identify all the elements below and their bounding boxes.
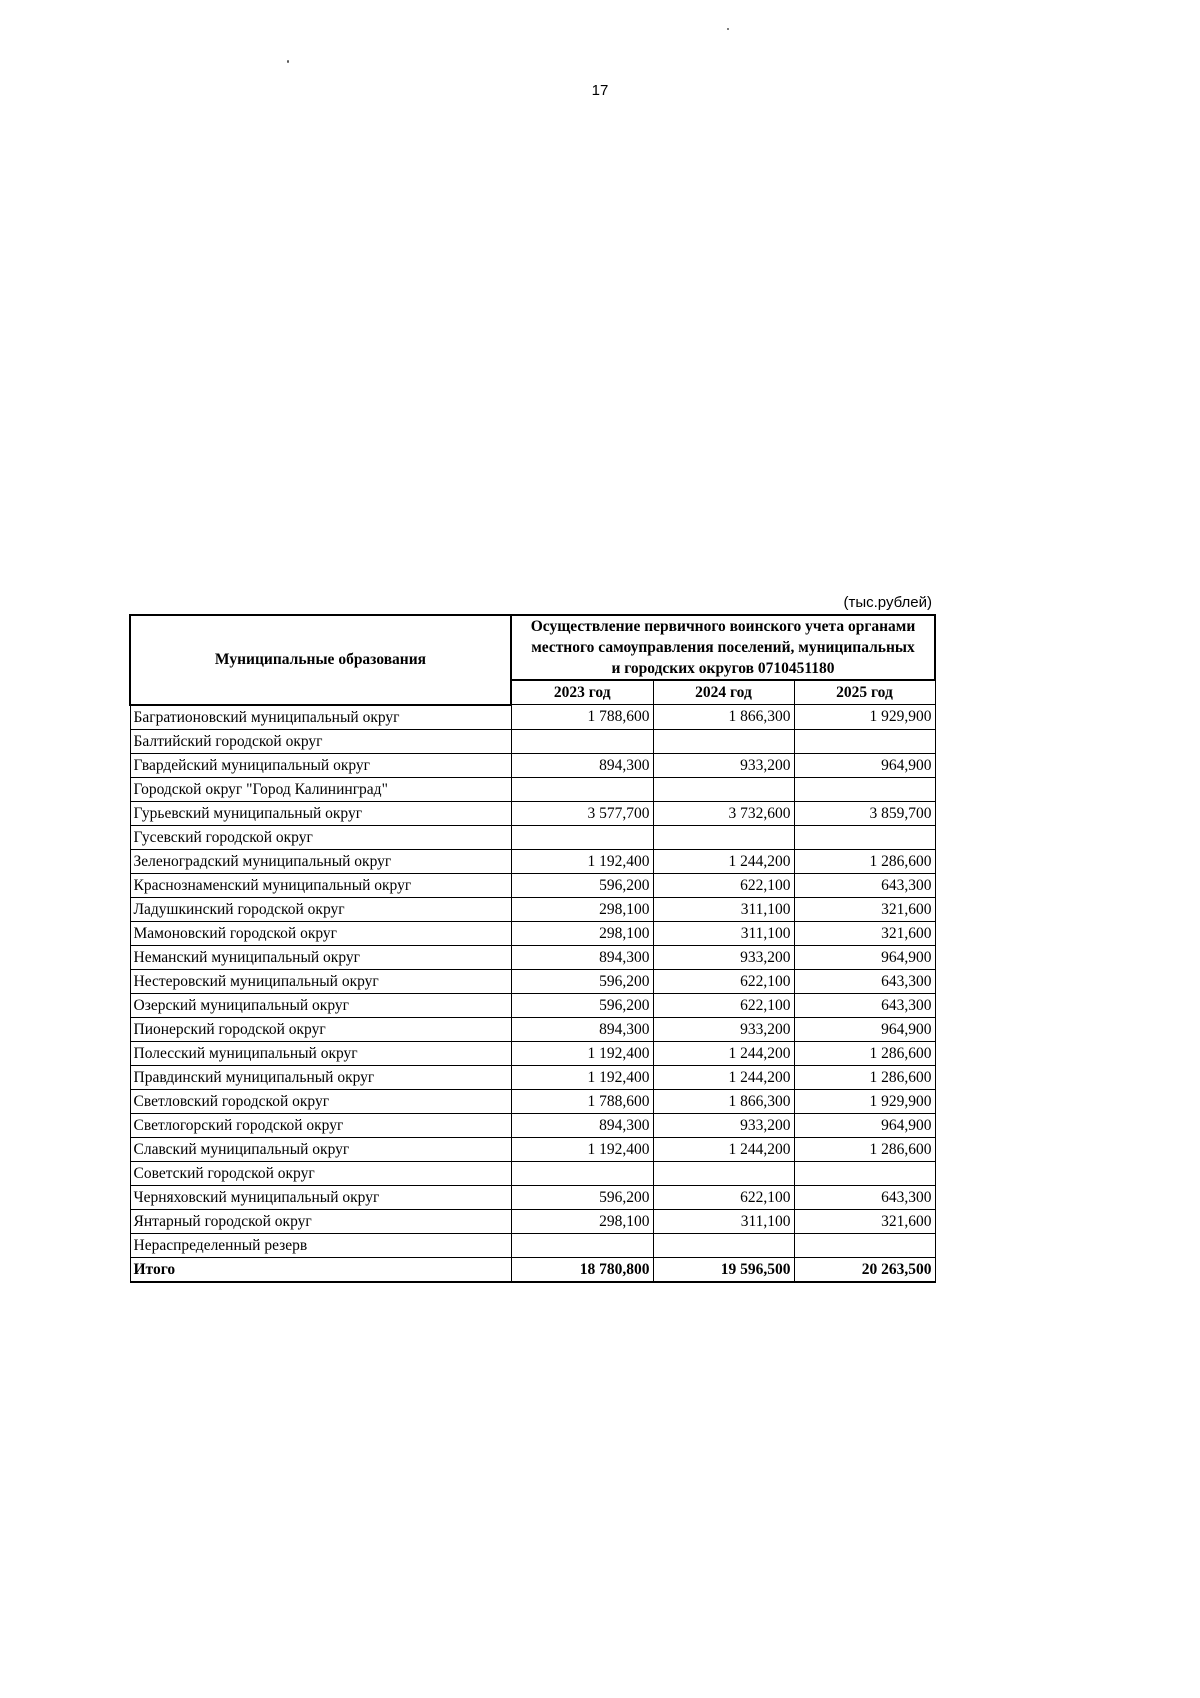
table-row xyxy=(130,849,935,873)
column-header-year: 2023 год xyxy=(511,680,653,705)
table-row xyxy=(130,1065,935,1089)
value-2025: 964,900 xyxy=(794,945,935,969)
municipality-name: Нераспределенный резерв xyxy=(130,1233,511,1257)
table-row xyxy=(130,945,935,969)
value-2023: 894,300 xyxy=(511,1017,653,1041)
municipality-name: Балтийский городской округ xyxy=(130,729,511,753)
table-row xyxy=(130,729,935,753)
value-2025: 1 286,600 xyxy=(794,1137,935,1161)
units-label: (тыс.рублей) xyxy=(843,594,932,611)
municipality-name: Гусевский городской округ xyxy=(130,825,511,849)
page-number: 17 xyxy=(591,82,609,99)
value-2023 xyxy=(511,729,653,753)
table-row xyxy=(130,873,935,897)
value-2023: 298,100 xyxy=(511,921,653,945)
value-2024 xyxy=(653,729,794,753)
table-row xyxy=(130,1041,935,1065)
municipality-name: Советский городской округ xyxy=(130,1161,511,1185)
column-header-description: Осуществление первичного воинского учета органами местного самоуправления поселений, муниципальных и городских округов 0710451180 xyxy=(511,615,935,680)
value-2024: 1 244,200 xyxy=(653,1137,794,1161)
value-2023 xyxy=(511,825,653,849)
municipality-name: Полесский муниципальный округ xyxy=(130,1041,511,1065)
table-body xyxy=(130,705,935,1282)
value-2024 xyxy=(653,777,794,801)
value-2024: 933,200 xyxy=(653,1017,794,1041)
municipality-name: Зеленоградский муниципальный округ xyxy=(130,849,511,873)
scan-speck xyxy=(287,60,289,63)
municipality-name: Городской округ "Город Калининград" xyxy=(130,777,511,801)
municipality-name: Янтарный городской округ xyxy=(130,1209,511,1233)
table-row xyxy=(130,705,935,730)
value-2024: 311,100 xyxy=(653,897,794,921)
municipality-name: Пионерский городской округ xyxy=(130,1017,511,1041)
table-row xyxy=(130,777,935,801)
value-2023: 1 192,400 xyxy=(511,1137,653,1161)
table-row xyxy=(130,1185,935,1209)
value-2025 xyxy=(794,729,935,753)
value-2023: 596,200 xyxy=(511,873,653,897)
column-header-year: 2025 год xyxy=(794,680,935,705)
value-2025: 321,600 xyxy=(794,897,935,921)
column-header-year: 2024 год xyxy=(653,680,794,705)
table-row xyxy=(130,993,935,1017)
value-2023: 596,200 xyxy=(511,1185,653,1209)
value-2024: 622,100 xyxy=(653,969,794,993)
table-row xyxy=(130,921,935,945)
total-2023: 18 780,800 xyxy=(511,1257,653,1282)
table-row xyxy=(130,897,935,921)
total-2024: 19 596,500 xyxy=(653,1257,794,1282)
municipality-name: Гурьевский муниципальный округ xyxy=(130,801,511,825)
value-2024: 622,100 xyxy=(653,1185,794,1209)
value-2024: 1 866,300 xyxy=(653,705,794,730)
column-header-municipality: Муниципальные образования xyxy=(130,615,511,705)
value-2024 xyxy=(653,1161,794,1185)
value-2024 xyxy=(653,1233,794,1257)
value-2023: 596,200 xyxy=(511,993,653,1017)
value-2025: 643,300 xyxy=(794,969,935,993)
value-2025: 964,900 xyxy=(794,1017,935,1041)
value-2025: 643,300 xyxy=(794,1185,935,1209)
value-2023: 894,300 xyxy=(511,945,653,969)
value-2023: 298,100 xyxy=(511,897,653,921)
table-row xyxy=(130,1017,935,1041)
value-2024: 622,100 xyxy=(653,873,794,897)
municipality-name: Озерский муниципальный округ xyxy=(130,993,511,1017)
municipality-name: Краснознаменский муниципальный округ xyxy=(130,873,511,897)
value-2023: 3 577,700 xyxy=(511,801,653,825)
value-2023: 1 788,600 xyxy=(511,1089,653,1113)
value-2023: 1 788,600 xyxy=(511,705,653,730)
municipality-name: Правдинский муниципальный округ xyxy=(130,1065,511,1089)
value-2025: 3 859,700 xyxy=(794,801,935,825)
table-row xyxy=(130,1089,935,1113)
table-row xyxy=(130,825,935,849)
municipality-name: Славский муниципальный округ xyxy=(130,1137,511,1161)
table-row xyxy=(130,1233,935,1257)
value-2024 xyxy=(653,825,794,849)
value-2024: 1 244,200 xyxy=(653,849,794,873)
municipality-name: Багратионовский муниципальный округ xyxy=(130,705,511,730)
table-row xyxy=(130,969,935,993)
value-2024: 933,200 xyxy=(653,945,794,969)
value-2024: 1 244,200 xyxy=(653,1065,794,1089)
value-2024: 311,100 xyxy=(653,1209,794,1233)
value-2024: 933,200 xyxy=(653,753,794,777)
value-2025 xyxy=(794,825,935,849)
total-row xyxy=(130,1257,935,1282)
value-2023 xyxy=(511,777,653,801)
municipality-name: Неманский муниципальный округ xyxy=(130,945,511,969)
municipality-name: Гвардейский муниципальный округ xyxy=(130,753,511,777)
value-2025 xyxy=(794,777,935,801)
table-row xyxy=(130,1137,935,1161)
value-2023: 1 192,400 xyxy=(511,849,653,873)
value-2024: 1 244,200 xyxy=(653,1041,794,1065)
total-label: Итого xyxy=(130,1257,511,1282)
municipality-name: Светловский городской округ xyxy=(130,1089,511,1113)
value-2023: 1 192,400 xyxy=(511,1041,653,1065)
value-2024: 1 866,300 xyxy=(653,1089,794,1113)
value-2024: 933,200 xyxy=(653,1113,794,1137)
value-2024: 3 732,600 xyxy=(653,801,794,825)
value-2025: 1 929,900 xyxy=(794,1089,935,1113)
municipality-name: Черняховский муниципальный округ xyxy=(130,1185,511,1209)
value-2025: 1 929,900 xyxy=(794,705,935,730)
value-2023: 298,100 xyxy=(511,1209,653,1233)
table-row xyxy=(130,801,935,825)
value-2025: 643,300 xyxy=(794,873,935,897)
table-row xyxy=(130,1161,935,1185)
value-2023: 894,300 xyxy=(511,1113,653,1137)
value-2025: 1 286,600 xyxy=(794,1041,935,1065)
value-2024: 622,100 xyxy=(653,993,794,1017)
value-2025: 321,600 xyxy=(794,921,935,945)
value-2023 xyxy=(511,1233,653,1257)
municipality-name: Нестеровский муниципальный округ xyxy=(130,969,511,993)
municipality-name: Светлогорский городской округ xyxy=(130,1113,511,1137)
table-row xyxy=(130,753,935,777)
value-2025: 964,900 xyxy=(794,1113,935,1137)
value-2025: 643,300 xyxy=(794,993,935,1017)
table-row xyxy=(130,1209,935,1233)
value-2023: 894,300 xyxy=(511,753,653,777)
scan-speck xyxy=(727,28,729,30)
municipality-name: Мамоновский городской округ xyxy=(130,921,511,945)
value-2025: 321,600 xyxy=(794,1209,935,1233)
table-row xyxy=(130,1113,935,1137)
value-2025 xyxy=(794,1233,935,1257)
value-2025: 1 286,600 xyxy=(794,849,935,873)
value-2025: 964,900 xyxy=(794,753,935,777)
allocation-table xyxy=(129,614,936,1283)
municipality-name: Ладушкинский городской округ xyxy=(130,897,511,921)
value-2023: 1 192,400 xyxy=(511,1065,653,1089)
total-2025: 20 263,500 xyxy=(794,1257,935,1282)
value-2023 xyxy=(511,1161,653,1185)
value-2023: 596,200 xyxy=(511,969,653,993)
value-2025: 1 286,600 xyxy=(794,1065,935,1089)
value-2024: 311,100 xyxy=(653,921,794,945)
value-2025 xyxy=(794,1161,935,1185)
